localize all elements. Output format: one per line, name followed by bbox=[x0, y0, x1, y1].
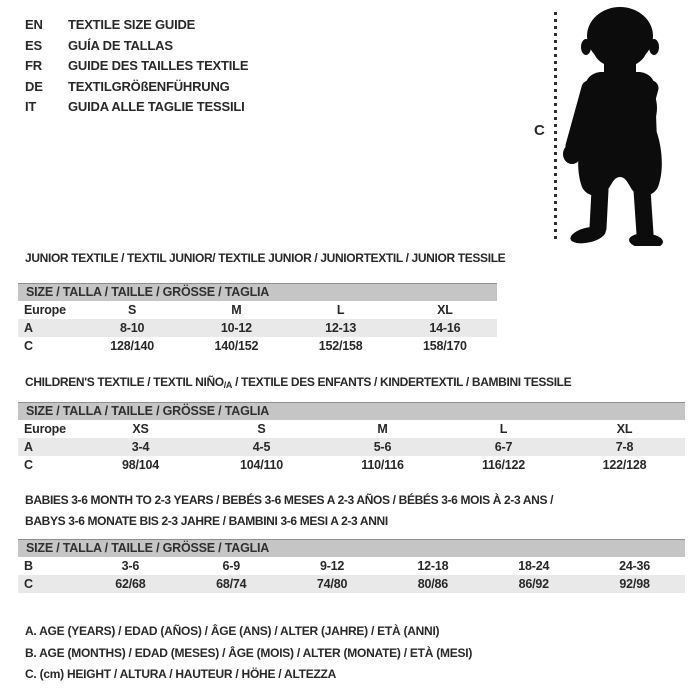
language-row-es bbox=[25, 36, 248, 57]
toddler-silhouette-icon bbox=[558, 6, 673, 246]
size-cell: 6-9 bbox=[222, 559, 240, 573]
language-label: TEXTILGRÖßENFÜHRUNG bbox=[68, 78, 230, 94]
children-title-suffix: / TEXTILE DES ENFANTS / KINDERTEXTIL / BAMBINI TESSILE bbox=[232, 375, 572, 389]
babies-size-table bbox=[18, 539, 685, 593]
size-cell: 140/152 bbox=[214, 339, 259, 353]
row-label: C bbox=[24, 339, 33, 353]
row-label: C bbox=[24, 577, 33, 591]
size-cell: M bbox=[231, 303, 242, 317]
children-size-table bbox=[18, 402, 685, 474]
size-cell: 24-36 bbox=[619, 559, 651, 573]
table-row bbox=[18, 301, 497, 319]
size-cell: 92/98 bbox=[619, 577, 650, 591]
size-cell: 98/104 bbox=[121, 458, 160, 472]
size-cell: 10-12 bbox=[220, 321, 252, 335]
table-row bbox=[18, 438, 685, 456]
size-cell: 9-12 bbox=[319, 559, 345, 573]
language-label: GUÍA DE TALLAS bbox=[68, 37, 173, 53]
size-cell: XS bbox=[132, 422, 149, 436]
row-label: Europe bbox=[24, 422, 66, 436]
children-table-title bbox=[25, 375, 571, 390]
footnotes bbox=[25, 621, 472, 686]
footnote-height: C. (cm) HEIGHT / ALTURA / HAUTEUR / HÖHE / ALTEZZA bbox=[25, 667, 337, 681]
children-title-prefix: CHILDREN'S TEXTILE / TEXTIL NIÑO bbox=[25, 375, 224, 389]
babies-title-line1: BABIES 3-6 MONTH TO 2-3 YEARS / BEBÉS 3-6 MESES A 2-3 AÑOS / BÉBÉS 3-6 MOIS À 2-3 ANS / bbox=[25, 493, 554, 507]
size-cell: 158/170 bbox=[422, 339, 467, 353]
size-cell: 3-6 bbox=[121, 559, 140, 573]
size-cell: 128/140 bbox=[110, 339, 155, 353]
language-label: GUIDA ALLE TAGLIE TESSILI bbox=[68, 99, 245, 114]
language-code: IT bbox=[25, 99, 37, 114]
size-cell: 62/68 bbox=[115, 577, 146, 591]
size-cell: XL bbox=[437, 303, 453, 317]
size-cell: M bbox=[377, 422, 388, 436]
junior-size-table bbox=[18, 283, 497, 355]
size-cell: 7-8 bbox=[615, 440, 634, 454]
language-row-it bbox=[25, 97, 248, 118]
size-cell: L bbox=[336, 303, 345, 317]
size-cell: S bbox=[128, 303, 137, 317]
children-title-subscript: /A bbox=[223, 380, 233, 390]
language-row-de bbox=[25, 77, 248, 98]
table-row bbox=[18, 557, 685, 575]
language-code: ES bbox=[25, 37, 42, 53]
row-label: A bbox=[24, 440, 33, 454]
footnote-age-months: B. AGE (MONTHS) / EDAD (MESES) / ÂGE (MOIS) / ALTER (MONATE) / ETÀ (MESI) bbox=[25, 645, 473, 660]
language-code: DE bbox=[25, 78, 43, 94]
size-cell: 152/158 bbox=[318, 339, 363, 353]
size-cell: 6-7 bbox=[494, 440, 513, 454]
size-cell: 116/122 bbox=[481, 458, 526, 472]
babies-title-line2: BABYS 3-6 MONATE BIS 2-3 JAHRE / BAMBINI 3-6 MESI A 2-3 ANNI bbox=[25, 513, 388, 528]
language-label: GUIDE DES TAILLES TEXTILE bbox=[68, 58, 249, 73]
size-cell: 122/128 bbox=[602, 458, 647, 472]
row-label: B bbox=[24, 559, 33, 573]
height-dashed-line bbox=[554, 12, 557, 243]
language-row-en bbox=[25, 15, 248, 36]
size-cell: 12-18 bbox=[417, 559, 449, 573]
size-cell: 68/74 bbox=[216, 577, 247, 591]
size-header-bar: SIZE / TALLA / TAILLE / GRÖSSE / TAGLIA bbox=[18, 402, 685, 420]
table-row bbox=[18, 456, 685, 474]
language-label: TEXTILE SIZE GUIDE bbox=[68, 17, 196, 32]
table-row bbox=[18, 337, 497, 355]
size-cell: 12-13 bbox=[325, 321, 357, 335]
size-cell: 110/116 bbox=[361, 458, 404, 472]
size-cell: S bbox=[257, 422, 266, 436]
size-cell: 74/80 bbox=[316, 577, 348, 591]
size-cell: 5-6 bbox=[373, 440, 392, 454]
size-cell: L bbox=[499, 422, 508, 436]
size-header-bar: SIZE / TALLA / TAILLE / GRÖSSE / TAGLIA bbox=[18, 283, 497, 301]
size-cell: 4-5 bbox=[252, 440, 271, 454]
table-row bbox=[18, 575, 685, 593]
row-label: Europe bbox=[24, 303, 66, 317]
size-cell: 18-24 bbox=[518, 559, 550, 573]
footnote-age-years: A. AGE (YEARS) / EDAD (AÑOS) / ÂGE (ANS) / ALTER (JAHRE) / ETÀ (ANNI) bbox=[25, 624, 440, 638]
size-cell: 80/86 bbox=[417, 577, 449, 591]
junior-table-title: JUNIOR TEXTILE / TEXTIL JUNIOR/ TEXTILE JUNIOR / JUNIORTEXTIL / JUNIOR TESSILE bbox=[25, 251, 506, 265]
language-code: EN bbox=[25, 17, 43, 32]
size-cell: 14-16 bbox=[429, 321, 461, 335]
size-header-bar: SIZE / TALLA / TAILLE / GRÖSSE / TAGLIA bbox=[18, 539, 685, 557]
table-row bbox=[18, 420, 685, 438]
row-label: C bbox=[24, 458, 33, 472]
size-cell: 104/110 bbox=[239, 458, 284, 472]
size-cell: 86/92 bbox=[518, 577, 549, 591]
row-label: A bbox=[24, 321, 33, 335]
language-row-fr bbox=[25, 56, 248, 77]
language-code: FR bbox=[25, 58, 42, 73]
table-row bbox=[18, 319, 497, 337]
language-list bbox=[25, 15, 248, 118]
size-cell: XL bbox=[616, 422, 633, 436]
height-measure-label: C bbox=[534, 122, 545, 139]
size-cell: 8-10 bbox=[120, 321, 145, 335]
size-cell: 3-4 bbox=[131, 440, 150, 454]
babies-table-title bbox=[25, 490, 553, 531]
